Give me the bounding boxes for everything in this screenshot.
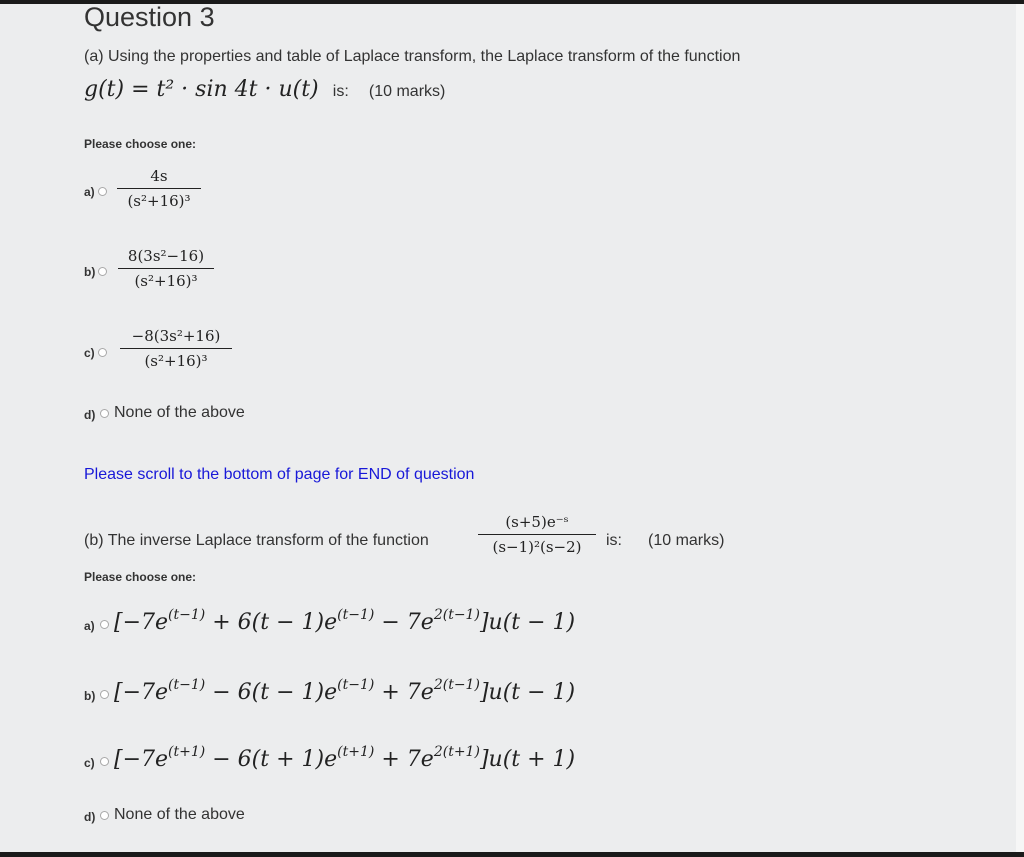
fraction-denominator: (s²+16)³ [127,192,191,210]
part-b-function-fraction [478,512,596,557]
part-b-marks: (10 marks) [648,532,725,549]
fraction-bar [118,268,214,269]
part-b-option-c-expression: $[-7e^{(t+1)} - 6(t + 1)e^{(t+1)} + 7e^{2(t+1)}]u(t + 1)$ [114,744,576,772]
part-b-option-b-expression: $[-7e^{(t-1)} - 6(t - 1)e^{(t-1)} + 7e^{2(t-1)}]u(t - 1)$ [114,677,576,705]
fraction-numerator: 8(3s²−16) [127,247,205,265]
fraction-bar [120,348,232,349]
part-b-option-d-radio[interactable] [100,811,109,820]
part-b-option-a-radio[interactable] [100,620,109,629]
part-a-option-a-letter: a) [84,185,95,199]
part-a-option-b-letter: b) [84,265,96,279]
part-a-option-d-text: None of the above [114,404,245,421]
question-title: Question 3 [84,2,215,32]
part-a-option-c-letter: c) [84,346,95,360]
fraction-numerator: −8(3s²+16) [131,327,221,345]
part-b-question-text: (b) The inverse Laplace transform of the function [84,532,429,549]
part-a-option-d-radio[interactable] [100,409,109,418]
part-a-option-c-fraction [120,326,232,371]
fraction-bar [478,534,596,535]
part-a-option-c-radio[interactable] [98,348,107,357]
part-a-option-a-fraction [117,166,201,211]
part-a-marks: (10 marks) [368,83,446,100]
part-a-choose-label: Please choose one: [84,137,197,151]
part-b-option-c-radio[interactable] [100,757,109,766]
part-a-option-a-radio[interactable] [98,187,107,196]
part-a-option-b-fraction [118,246,214,291]
fraction-denominator: (s²+16)³ [134,272,198,290]
part-a-is-label: is: [332,83,349,100]
page-scroll-edge [1016,4,1024,852]
fraction-numerator: (s+5)e⁻ˢ [505,513,569,531]
part-a-option-b-radio[interactable] [98,267,107,276]
part-b-option-d-letter: d) [84,810,96,824]
part-b-choose-label: Please choose one: [84,570,197,584]
fraction-denominator: (s²+16)³ [144,352,208,370]
question-page [0,4,1024,852]
part-b-is-label: is: [606,532,622,549]
part-a-function-expression: g(t) = t² · sin 4t · u(t) [84,77,319,102]
fraction-denominator: (s−1)²(s−2) [492,538,582,556]
part-a-question-text: (a) Using the properties and table of Laplace transform, the Laplace transform of the function [84,48,741,65]
part-b-option-a-expression: $[-7e^{(t-1)} + 6(t - 1)e^{(t-1)} - 7e^{2(t-1)}]u(t - 1)$ [114,607,576,635]
part-b-option-c-letter: c) [84,756,95,770]
part-b-option-b-letter: b) [84,689,96,703]
part-b-option-a-letter: a) [84,619,95,633]
part-a-function-line [84,76,445,102]
part-b-option-b-radio[interactable] [100,690,109,699]
part-a-option-d-letter: d) [84,408,96,422]
scroll-notice: Please scroll to the bottom of page for END of question [84,466,475,483]
fraction-bar [117,188,201,189]
part-b-option-d-text: None of the above [114,806,245,823]
fraction-numerator: 4s [150,167,168,185]
